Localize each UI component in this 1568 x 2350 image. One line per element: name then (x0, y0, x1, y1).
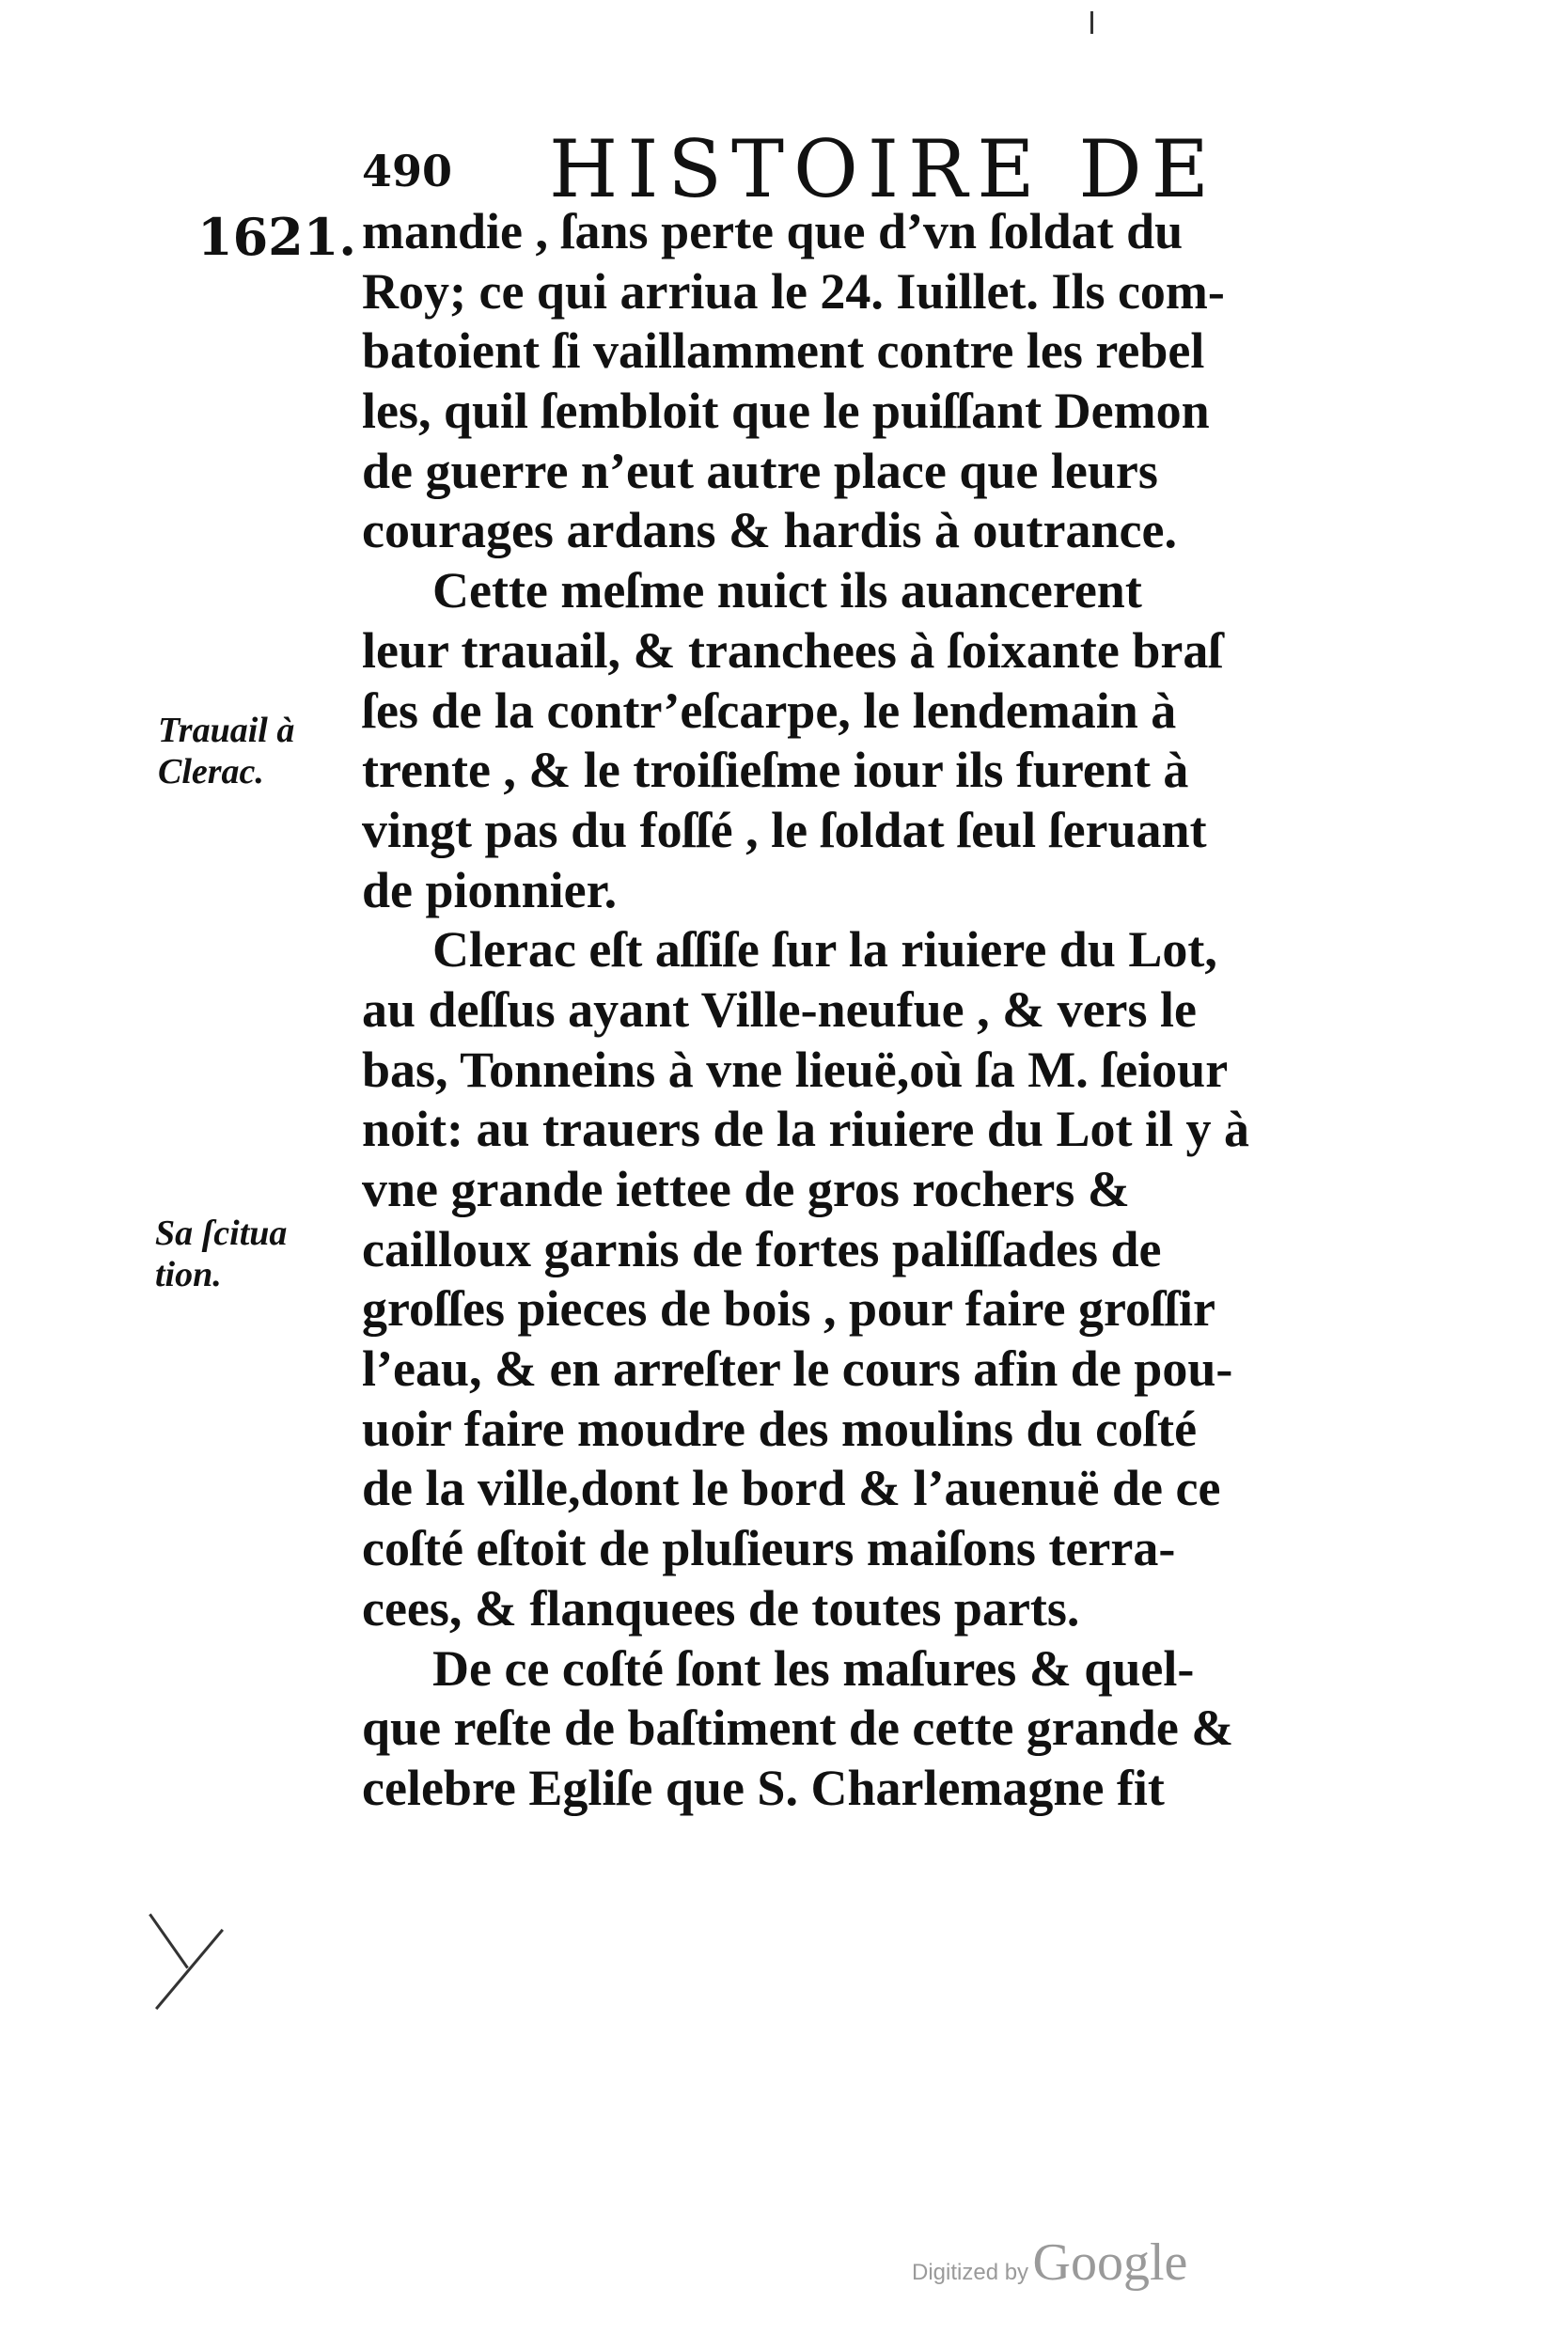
text-line: vne grande iettee de gros rochers & (362, 1161, 1130, 1217)
text-line: groſſes pieces de bois , pour faire groſſir (362, 1280, 1215, 1338)
stray-mark (1090, 11, 1093, 34)
text-line: cailloux garnis de fortes paliſſades de (362, 1220, 1162, 1277)
digitized-footer (912, 2232, 1187, 2293)
text-line: trente , & le troiſieſme iour ils furent à (362, 742, 1189, 799)
text-line: de pionnier. (362, 861, 618, 918)
text-line: l’eau, & en arreſter le cours afin de pou- (362, 1340, 1233, 1398)
text-line: leur trauail, & tranchees à ſoixante braſ (362, 621, 1223, 679)
text-line: de la ville,dont le bord & l’auenuë de ce (362, 1460, 1221, 1517)
text-line: celebre Egliſe que S. Charlemagne fit (362, 1759, 1165, 1816)
text-line: bas, Tonneins à vne lieuë,où ſa M. ſeiour (362, 1041, 1229, 1098)
google-logo-text: Google (1032, 2233, 1188, 2292)
margin-note-trauail (158, 710, 294, 792)
margin-note-line: Trauail à (158, 711, 295, 750)
text-line: uoir faire moudre des moulins du coſté (362, 1400, 1198, 1457)
text-line: de guerre n’eut autre place que leurs (362, 442, 1158, 499)
text-line: au deſſus ayant Ville-neufue , & vers le (362, 980, 1197, 1038)
text-line: De ce coſté ſont les maſures & quel- (432, 1639, 1195, 1697)
margin-note-scituation (155, 1213, 287, 1295)
stray-mark (155, 1929, 224, 2010)
margin-note-line: tion. (155, 1255, 222, 1294)
text-line: Roy; ce qui arriua le 24. Iuillet. Ils com- (362, 262, 1225, 320)
text-line: ſes de la contr’eſcarpe, le lendemain à (362, 682, 1177, 739)
text-line: les, quil ſembloit que le puiſſant Demon (362, 383, 1210, 440)
text-line: coſté eſtoit de pluſieurs maiſons terra- (362, 1520, 1176, 1577)
text-line: courages ardans & hardis à outrance. (362, 502, 1177, 559)
page-number: 490 (362, 146, 453, 196)
text-line: que reſte de baſtiment de cette grande & (362, 1700, 1234, 1757)
text-line: batoient ſi vaillamment contre les rebel (362, 322, 1205, 380)
margin-note-line: Sa ſcitua (155, 1214, 288, 1253)
page-header (362, 123, 1405, 215)
text-line: Cette meſme nuict ils auancerent (432, 562, 1142, 619)
text-line: noit: au trauers de la riuiere du Lot il y à (362, 1101, 1249, 1158)
running-title: HISTOIRE DE (549, 123, 1218, 215)
body-text (362, 202, 1405, 1819)
year-marginal: 1621. (197, 207, 357, 267)
digitized-by-label: Digitized by (912, 2260, 1029, 2285)
margin-note-line: Clerac. (158, 752, 264, 791)
text-line: cees, & flanquees de toutes parts. (362, 1579, 1080, 1637)
stray-mark (149, 1913, 189, 1968)
text-line: Clerac eſt aſſiſe ſur la riuiere du Lot, (432, 921, 1217, 979)
text-line: mandie , ſans perte que d’vn ſoldat du (362, 203, 1184, 259)
text-line: vingt pas du foſſé , le ſoldat ſeul ſeruant (362, 801, 1207, 858)
